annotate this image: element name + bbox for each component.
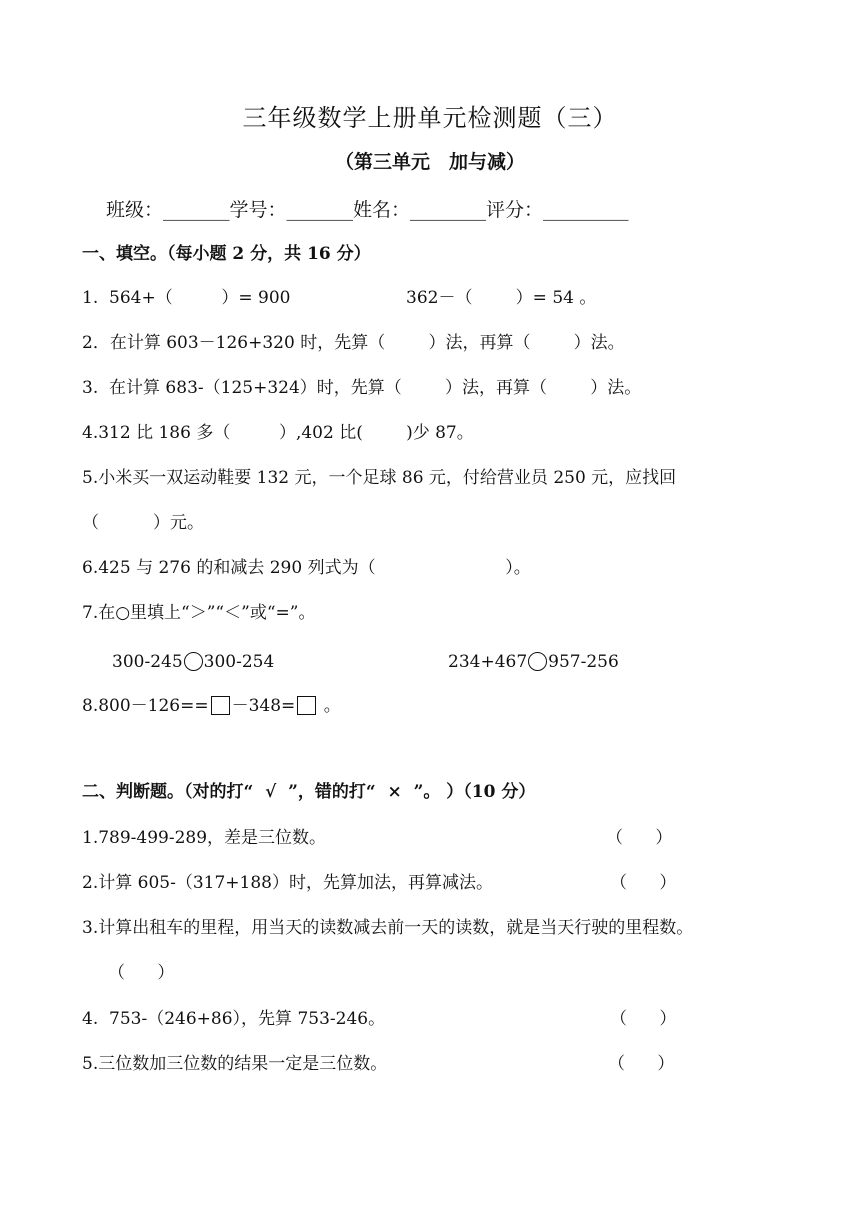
s1-question-7a bbox=[112, 650, 274, 674]
answer-box-1 bbox=[211, 696, 230, 715]
q8-part2: －348= bbox=[231, 696, 296, 716]
s1-question-5-line1: 5.小米买一双运动鞋要 132 元，一个足球 86 元，付给营业员 250 元，应找回 bbox=[82, 468, 677, 488]
s2-question-3: 3.计算出租车的里程，用当天的读数减去前一天的读数，就是当天行驶的里程数。 bbox=[82, 918, 694, 938]
s2-answer-paren-1: （ ） bbox=[606, 828, 673, 848]
page-subtitle: （第三单元 加与减） bbox=[334, 151, 525, 173]
student-info-line: 班级：_______学号：_______姓名：________评分：_________ bbox=[106, 199, 629, 221]
q7b-left-expr: 234+467 bbox=[448, 652, 528, 672]
section2-heading: 二、判断题。（对的打“ √ ”，错的打“ × ”。 ）（10 分） bbox=[82, 782, 536, 802]
s1-question-4: 4.312 比 186 多（ ）,402 比( )少 87。 bbox=[82, 423, 474, 443]
s1-question-1b: 362－（ ）= 54 。 bbox=[406, 288, 597, 308]
q7a-left-expr: 300-245 bbox=[112, 652, 183, 672]
s1-question-5-line2: （ ）元。 bbox=[82, 513, 205, 533]
s1-question-3: 3. 在计算 683-（125+324）时，先算（ ）法，再算（ ）法。 bbox=[82, 378, 642, 398]
s1-question-6: 6.425 与 276 的和减去 290 列式为（ ）。 bbox=[82, 558, 531, 578]
s2-answer-paren-2: （ ） bbox=[610, 873, 677, 893]
page-title: 三年级数学上册单元检测题（三） bbox=[242, 104, 618, 132]
s1-question-2: 2．在计算 603－126+320 时，先算（ ）法，再算（ ）法。 bbox=[82, 333, 625, 353]
s2-answer-paren-5: （ ） bbox=[608, 1054, 675, 1074]
q7a-right-expr: 300-254 bbox=[203, 652, 275, 672]
q8-part1: 8.800－126== bbox=[82, 696, 209, 716]
s2-question-4: 4. 753-（246+86），先算 753-246。 bbox=[82, 1009, 386, 1029]
s1-question-7b bbox=[448, 650, 619, 674]
compare-circle-2 bbox=[528, 652, 547, 671]
compare-circle-1 bbox=[184, 652, 203, 671]
answer-box-2 bbox=[297, 696, 316, 715]
s2-answer-paren-4: （ ） bbox=[610, 1009, 677, 1029]
s2-question-2: 2.计算 605-（317+188）时，先算加法，再算减法。 bbox=[82, 873, 493, 893]
s2-answer-paren-3: （ ） bbox=[108, 963, 175, 983]
s1-question-7: 7.在○里填上“＞”“＜”或“=”。 bbox=[82, 603, 316, 623]
s2-question-1: 1.789-499-289，差是三位数。 bbox=[82, 828, 327, 848]
q8-part3: 。 bbox=[318, 696, 341, 716]
s1-question-8 bbox=[82, 694, 341, 718]
section1-heading: 一、填空。（每小题 2 分，共 16 分） bbox=[82, 244, 371, 264]
q7b-right-expr: 957-256 bbox=[548, 652, 619, 672]
s1-question-1a: 1. 564+（ ）= 900 bbox=[82, 288, 291, 308]
s2-question-5: 5.三位数加三位数的结果一定是三位数。 bbox=[82, 1054, 388, 1074]
